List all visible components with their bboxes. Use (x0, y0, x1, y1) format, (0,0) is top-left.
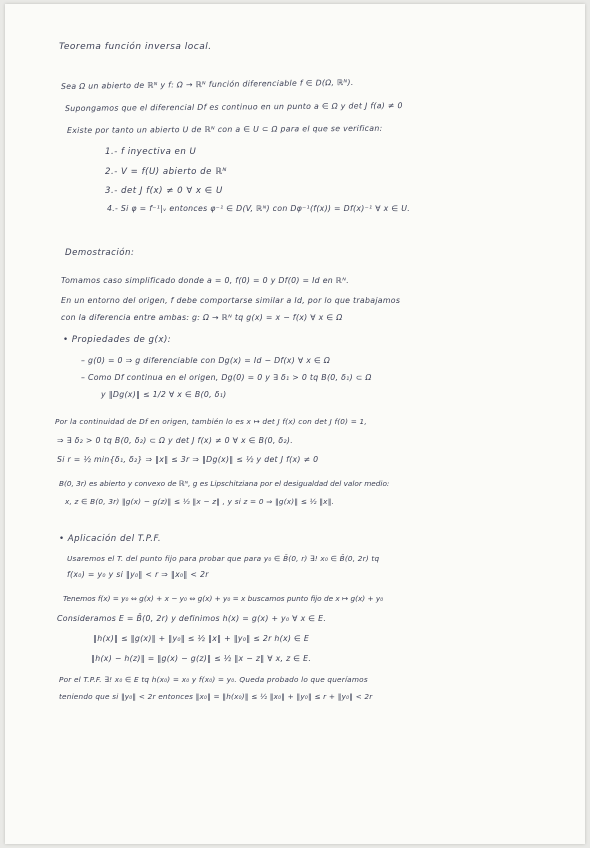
statement-line: Supongamos que el diferencial Df es continuo en un punto a ∈ Ω y det J f(a) ≠ 0 (64, 101, 403, 113)
proof-line: Usaremos el T. del punto fijo para probar que para y₀ ∈ B̄(0, r) ∃! x₀ ∈ B̄(0, 2r) tq (67, 554, 380, 563)
proof-line: x, z ∈ B(0, 3r) ‖g(x) − g(z)‖ ≤ ½ ‖x − z‖ , y si z = 0 ⇒ ‖g(x)‖ ≤ ½ ‖x‖. (65, 497, 335, 506)
page-title: Teorema función inversa local. (59, 42, 212, 52)
statement-item: 2.- V = f(U) abierto de ℝᴺ (105, 167, 227, 177)
statement-item: 4.- Si φ = f⁻¹|ᵥ entonces φ⁻¹ ∈ D(V, ℝᴺ) con Dφ⁻¹(f(x)) = Df(x)⁻¹ ∀ x ∈ U. (107, 204, 410, 213)
statement-item: 1.- f inyectiva en U (105, 147, 197, 157)
notebook-page (5, 4, 585, 844)
proof-line: teniendo que si ‖y₀‖ < 2r entonces ‖x₀‖ = ‖h(x₀)‖ ≤ ½ ‖x₀‖ + ‖y₀‖ ≤ r + ‖y₀‖ < 2r (59, 692, 373, 701)
proof-line: ‖h(x)‖ ≤ ‖g(x)‖ + ‖y₀‖ ≤ ½ ‖x‖ + ‖y₀‖ ≤ 2r h(x) ∈ E (93, 634, 310, 643)
proof-line: ⇒ ∃ δ₂ > 0 tq B(0, δ₂) ⊂ Ω y det J f(x) ≠ 0 ∀ x ∈ B(0, δ₂). (57, 436, 294, 445)
proof-line: Por la continuidad de Df en origen, también lo es x ↦ det J f(x) con det J f(0) = 1, (55, 417, 367, 426)
proof-line: B(0, 3r) es abierto y convexo de ℝᴺ, g es Lipschitziana por el desigualdad del valor medio: (59, 479, 390, 488)
proof-line: Consideramos E = B̄(0, 2r) y definimos h(x) = g(x) + y₀ ∀ x ∈ E. (57, 614, 327, 623)
proof-line: f(x₀) = y₀ y si ‖y₀‖ < r ⇒ ‖x₀‖ < 2r (67, 570, 209, 579)
proof-line: – g(0) = 0 ⇒ g diferenciable con Dg(x) = Id − Df(x) ∀ x ∈ Ω (81, 356, 331, 365)
proof-heading: Demostración: (65, 248, 135, 258)
proof-line: – Como Df continua en el origen, Dg(0) = 0 y ∃ δ₁ > 0 tq B(0, δ₁) ⊂ Ω (81, 373, 372, 382)
proof-line: ‖h(x) − h(z)‖ = ‖g(x) − g(z)‖ ≤ ½ ‖x − z‖ ∀ x, z ∈ E. (91, 654, 312, 663)
proof-line: con la diferencia entre ambas: g: Ω → ℝᴺ tq g(x) = x − f(x) ∀ x ∈ Ω (61, 313, 343, 322)
proof-line: Por el T.P.F. ∃! x₀ ∈ E tq h(x₀) = x₀ y f(x₀) = y₀. Queda probado lo que queríamos (59, 675, 368, 684)
proof-line: y ‖Dg(x)‖ ≤ 1/2 ∀ x ∈ B(0, δ₁) (101, 390, 227, 399)
proof-line: • Propiedades de g(x): (63, 335, 172, 345)
proof-line: En un entorno del origen, f debe comportarse similar a Id, por lo que trabajamos (61, 296, 401, 305)
statement-line: Sea Ω un abierto de ℝᴺ y f: Ω → ℝᴺ función diferenciable f ∈ D(Ω, ℝᴺ). (60, 77, 354, 91)
proof-line: • Aplicación del T.P.F. (59, 534, 162, 544)
proof-line: Tomamos caso simplificado donde a = 0, f(0) = 0 y Df(0) = Id en ℝᴺ. (61, 276, 350, 285)
statement-item: 3.- det J f(x) ≠ 0 ∀ x ∈ U (105, 186, 223, 196)
proof-line: Si r = ½ min{δ₁, δ₂} ⇒ ‖x‖ ≤ 3r ⇒ ‖Dg(x)‖ ≤ ½ y det J f(x) ≠ 0 (57, 455, 319, 464)
statement-line: Existe por tanto un abierto U de ℝᴺ con a ∈ U ⊂ Ω para el que se verifican: (66, 123, 383, 135)
proof-line: Tenemos f(x) = y₀ ⇔ g(x) + x − y₀ ⇔ g(x) + y₀ = x buscamos punto fijo de x ↦ g(x) + y₀ (63, 594, 384, 603)
